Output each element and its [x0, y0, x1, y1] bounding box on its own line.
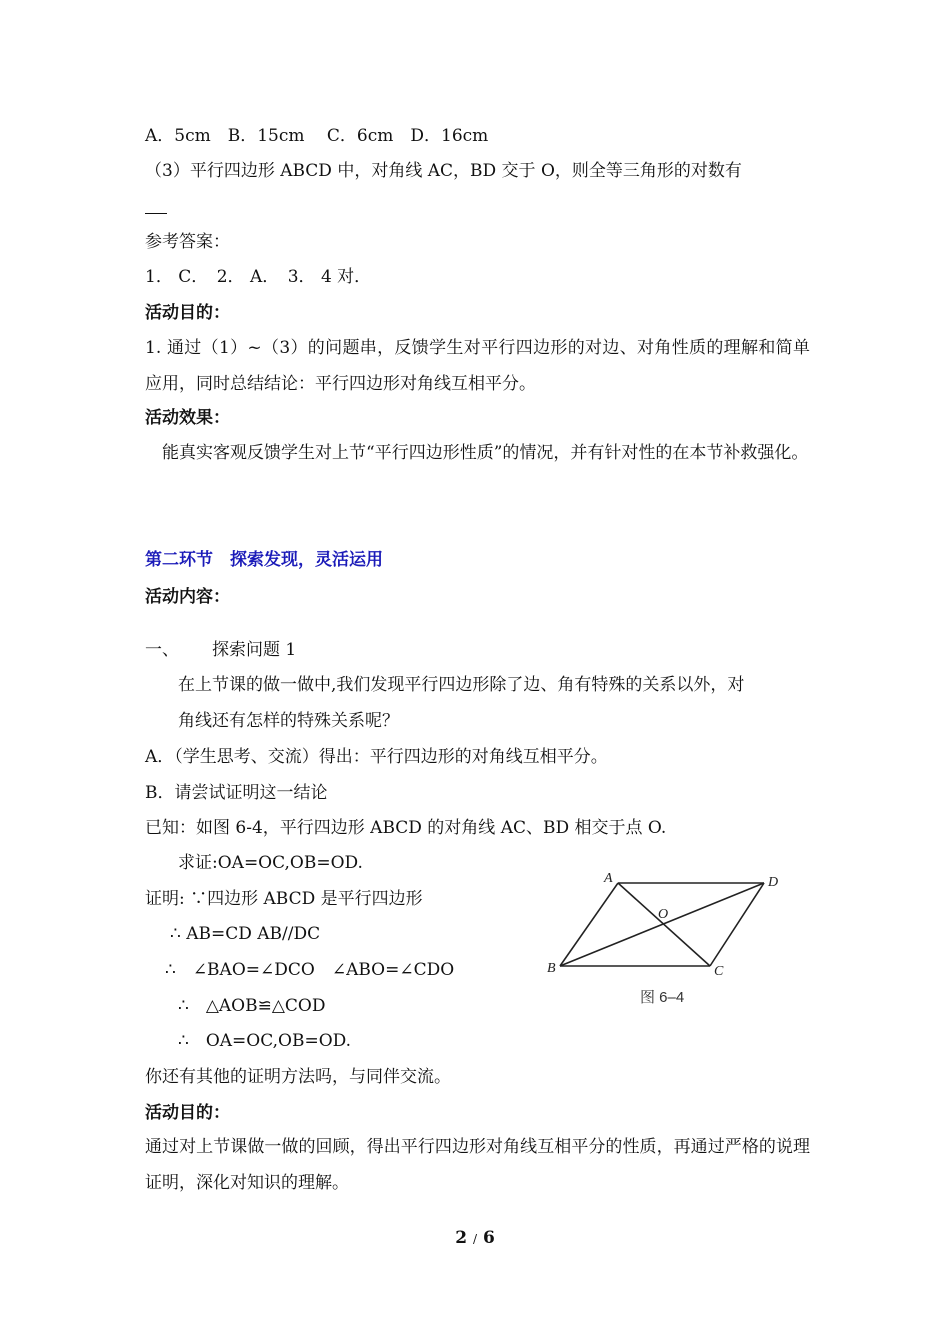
other-methods: 你还有其他的证明方法吗，与同伴交流。 — [145, 1067, 451, 1087]
proof-line-3: ∴ ∠BAO=∠DCO ∠ABO=∠CDO — [165, 960, 455, 980]
page-number — [0, 1228, 950, 1248]
content-heading: 活动内容： — [145, 587, 230, 607]
answers: 1． C． 2． A． 3． 4 对． — [145, 267, 372, 287]
given: 已知：如图 6-4，平行四边形 ABCD 的对角线 AC、BD 相交于点 O. — [145, 818, 667, 838]
label-a: A — [604, 871, 613, 886]
label-c: C — [714, 964, 724, 979]
side-cd — [710, 883, 764, 966]
prove: 求证:OA=OC,OB=OD. — [178, 853, 363, 873]
effect-heading: 活动效果： — [145, 408, 230, 428]
problem1-num: 一、 — [145, 640, 179, 660]
answer-heading: 参考答案： — [145, 232, 230, 252]
parallelogram-figure — [540, 866, 790, 1011]
purpose-text-1: 1. 通过（1）~（3）的问题串，反馈学生对平行四边形的对边、对角性质的理解和简单应用，同时总结结论：平行四边形对角线互相平分。 — [145, 338, 810, 394]
proof-line-4: ∴ △AOB≌△COD — [178, 996, 326, 1016]
proof-line-1: 证明: ∵四边形 ABCD 是平行四边形 — [145, 889, 423, 909]
label-d: D — [768, 875, 779, 890]
proof-line-5: ∴ OA=OC,OB=OD. — [178, 1031, 352, 1051]
step-b: B．请尝试证明这一结论 — [145, 783, 328, 803]
problem1-title: 探索问题 1 — [212, 640, 297, 660]
figure-caption: 图 6–4 — [640, 989, 685, 1006]
page-separator: / — [472, 1232, 478, 1246]
proof-line-2: ∴ AB=CD AB//DC — [170, 924, 321, 944]
step-a: A．（学生思考、交流）得出：平行四边形的对角线互相平分。 — [145, 747, 608, 767]
answer-blank — [145, 213, 167, 214]
problem1-line1: 在上节课的做一做中,我们发现平行四边形除了边、角有特殊的关系以外，对 — [178, 675, 745, 695]
section2-title: 第二环节 探索发现，灵活运用 — [145, 550, 383, 570]
label-b: B — [547, 961, 556, 976]
purpose-heading-2: 活动目的： — [145, 1103, 230, 1123]
label-o: O — [658, 907, 669, 922]
q3-text: （3）平行四边形 ABCD 中，对角线 AC，BD 交于 O，则全等三角形的对数有 — [145, 161, 742, 181]
problem1-line2: 角线还有怎样的特殊关系呢？ — [178, 711, 399, 731]
purpose-text-2: 通过对上节课做一做的回顾，得出平行四边形对角线互相平分的性质，再通过严格的说理证明，深化对知识的理解。 — [145, 1137, 810, 1193]
purpose-heading-1: 活动目的： — [145, 303, 230, 323]
effect-text: 能真实客观反馈学生对上节“平行四边形性质”的情况，并有针对性的在本节补救强化。 — [145, 443, 809, 463]
page-total: 6 — [482, 1228, 495, 1248]
diagonal-bd — [560, 883, 764, 966]
page-current: 2 — [455, 1228, 468, 1248]
q2-options: A．5cm B．15cm C．6cm D．16cm — [145, 126, 489, 146]
